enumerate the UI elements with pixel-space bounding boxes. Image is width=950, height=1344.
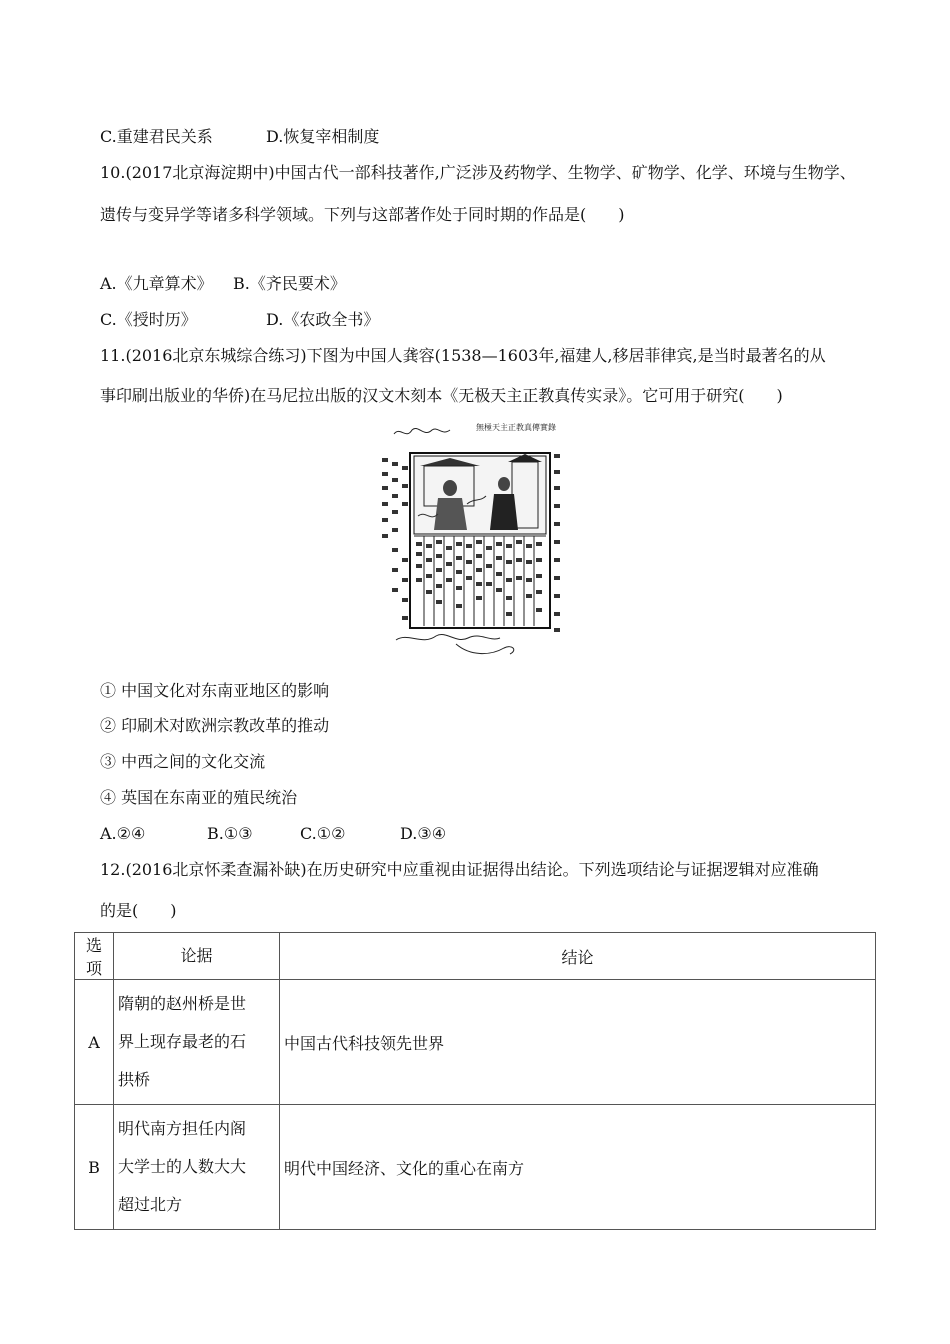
q11-option-a: A.②④ (100, 824, 146, 843)
evidence-line: 明代南方担任内阁 (118, 1119, 247, 1138)
q10-option-b: B.《齐民要术》 (233, 274, 346, 293)
evidence-line: 界上现存最老的石 (118, 1032, 247, 1051)
q11-option-c: C.①② (300, 824, 346, 843)
q10-options-ab (100, 274, 346, 294)
q11-stem-line1: 11.(2016北京东城综合练习)下图为中国人龚容(1538—1603年,福建人,移居菲律宾,是当时最著名的从 (100, 346, 826, 365)
q10-stem-line2: 遗传与变异学等诸多科学领域。下列与这部著作处于同时期的作品是( ) (100, 205, 625, 224)
q11-options (100, 824, 446, 844)
q12-stem-line2: 的是( ) (100, 901, 177, 920)
q12-stem-line1: 12.(2016北京怀柔查漏补缺)在历史研究中应重视由证据得出结论。下列选项结论与证据逻辑对应准确 (100, 860, 819, 879)
evidence-line: 拱桥 (118, 1070, 151, 1089)
q11-option-d: D.③④ (400, 824, 447, 843)
row-option: B (75, 1105, 114, 1230)
q9-option-c: C.重建君民关系 (100, 127, 213, 146)
q9-option-d: D.恢复宰相制度 (266, 127, 380, 146)
row-evidence (114, 1105, 280, 1230)
q11-item-2: ② 印刷术对欧洲宗教改革的推动 (100, 716, 330, 735)
q10-option-c: C.《授时历》 (100, 310, 197, 329)
table-header-row (75, 933, 876, 980)
row-option: A (75, 980, 114, 1105)
q10-option-d: D.《农政全书》 (266, 310, 380, 329)
q12-evidence-table (74, 932, 876, 1230)
table-row (75, 1105, 876, 1230)
evidence-line: 大学士的人数大大 (118, 1157, 247, 1176)
header-conclusion: 结论 (280, 933, 876, 980)
q11-item-4: ④ 英国在东南亚的殖民统治 (100, 788, 298, 807)
table-row (75, 980, 876, 1105)
woodblock-print-figure (372, 418, 577, 663)
row-conclusion: 中国古代科技领先世界 (280, 980, 876, 1105)
q10-options-cd (100, 310, 379, 330)
q11-item-1: ① 中国文化对东南亚地区的影响 (100, 681, 330, 700)
q11-stem-line2: 事印刷出版业的华侨)在马尼拉出版的汉文木刻本《无极天主正教真传实录》。它可用于研究( ) (100, 386, 783, 405)
woodblock-print-image (372, 418, 577, 663)
row-evidence (114, 980, 280, 1105)
q10-stem-line1: 10.(2017北京海淀期中)中国古代一部科技著作,广泛涉及药物学、生物学、矿物学、化学、环境与生物学、 (100, 163, 856, 182)
header-option: 选项 (75, 933, 114, 980)
evidence-line: 隋朝的赵州桥是世 (118, 994, 247, 1013)
header-evidence: 论据 (114, 933, 280, 980)
q11-option-b: B.①③ (207, 824, 253, 843)
q9-options (100, 127, 379, 147)
row-conclusion: 明代中国经济、文化的重心在南方 (280, 1105, 876, 1230)
q11-item-3: ③ 中西之间的文化交流 (100, 752, 266, 771)
figure-top-title: 無極天主正教真傳實錄 (476, 423, 556, 432)
q10-option-a: A.《九章算术》 (100, 274, 213, 293)
evidence-line: 超过北方 (118, 1195, 183, 1214)
